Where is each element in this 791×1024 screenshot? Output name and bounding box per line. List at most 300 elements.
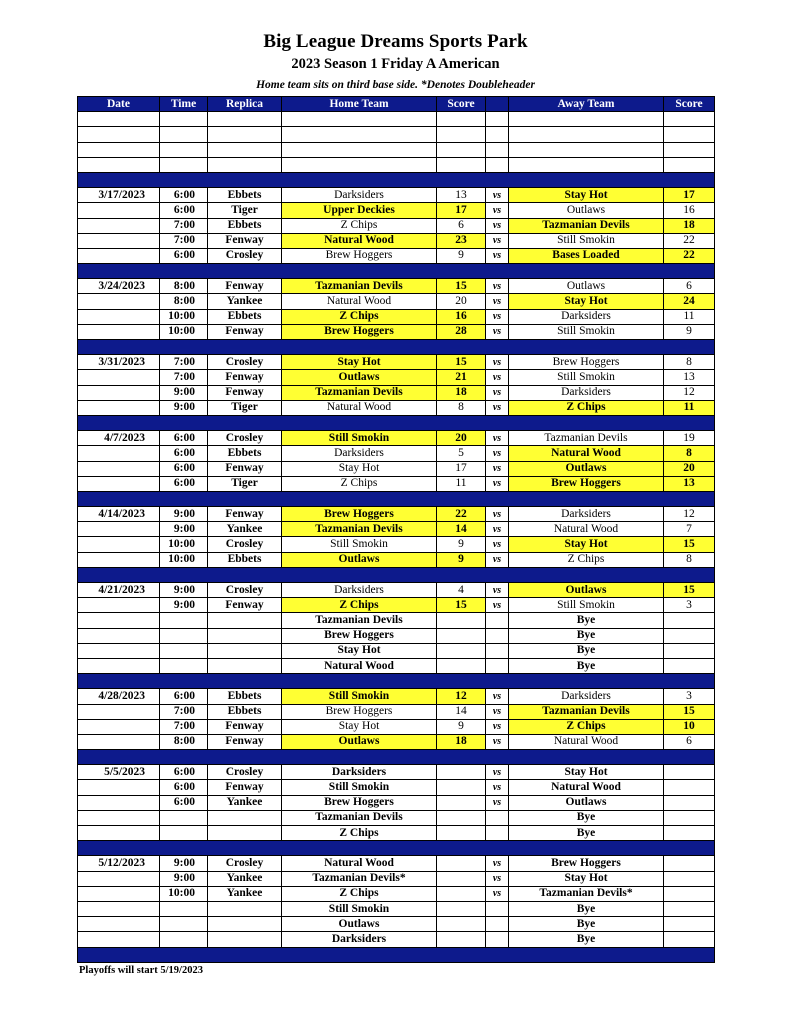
replica-cell: Crosley: [208, 765, 282, 780]
replica-cell: Crosley: [208, 583, 282, 598]
away-score-cell: [664, 917, 715, 932]
separator-bar: [78, 172, 715, 187]
week-separator-row: [78, 947, 715, 962]
game-row: [78, 765, 715, 780]
time-cell: 10:00: [160, 324, 208, 339]
away-score-cell: 24: [664, 294, 715, 309]
home-score-cell: [437, 628, 486, 643]
week-separator-row: [78, 491, 715, 506]
away-team-cell: [509, 157, 664, 172]
replica-cell: Fenway: [208, 719, 282, 734]
time-cell: 9:00: [160, 385, 208, 400]
away-score-cell: 15: [664, 537, 715, 552]
replica-cell: Yankee: [208, 871, 282, 886]
date-cell: [78, 537, 160, 552]
away-team-cell: Still Smokin: [509, 233, 664, 248]
vs-cell: [486, 112, 509, 127]
home-score-cell: 18: [437, 734, 486, 749]
date-cell: [78, 719, 160, 734]
vs-cell: vs: [486, 324, 509, 339]
game-row: [78, 704, 715, 719]
replica-cell: Fenway: [208, 461, 282, 476]
time-cell: 6:00: [160, 689, 208, 704]
vs-cell: vs: [486, 522, 509, 537]
away-score-cell: 6: [664, 279, 715, 294]
home-team-cell: Tazmanian Devils: [282, 522, 437, 537]
home-score-cell: [437, 127, 486, 142]
home-score-cell: [437, 856, 486, 871]
date-cell: [78, 461, 160, 476]
game-row: [78, 188, 715, 203]
away-team-cell: Natural Wood: [509, 780, 664, 795]
vs-cell: vs: [486, 476, 509, 491]
home-score-cell: 13: [437, 188, 486, 203]
away-team-cell: Stay Hot: [509, 188, 664, 203]
date-cell: [78, 871, 160, 886]
vs-cell: [486, 810, 509, 825]
bye-row: [78, 917, 715, 932]
time-cell: 10:00: [160, 552, 208, 567]
week-separator-row: [78, 841, 715, 856]
away-team-cell: Stay Hot: [509, 537, 664, 552]
game-row: [78, 248, 715, 263]
vs-cell: [486, 901, 509, 916]
vs-cell: vs: [486, 583, 509, 598]
schedule-body: [78, 112, 715, 963]
home-score-cell: [437, 917, 486, 932]
home-score-cell: 6: [437, 218, 486, 233]
date-cell: 4/21/2023: [78, 583, 160, 598]
replica-cell: Yankee: [208, 886, 282, 901]
bye-row: [78, 826, 715, 841]
game-row: [78, 886, 715, 901]
home-score-cell: [437, 780, 486, 795]
bye-row: [78, 643, 715, 658]
time-cell: [160, 628, 208, 643]
game-row: [78, 689, 715, 704]
away-team-cell: Outlaws: [509, 583, 664, 598]
home-score-cell: [437, 826, 486, 841]
vs-cell: vs: [486, 203, 509, 218]
home-team-cell: [282, 142, 437, 157]
home-score-cell: 17: [437, 461, 486, 476]
away-score-cell: 12: [664, 507, 715, 522]
date-cell: [78, 704, 160, 719]
time-cell: 10:00: [160, 537, 208, 552]
home-team-cell: Brew Hoggers: [282, 507, 437, 522]
vs-cell: vs: [486, 537, 509, 552]
away-team-cell: Z Chips: [509, 552, 664, 567]
vs-cell: vs: [486, 188, 509, 203]
date-cell: 5/12/2023: [78, 856, 160, 871]
away-team-cell: Brew Hoggers: [509, 856, 664, 871]
away-score-cell: [664, 127, 715, 142]
vs-cell: [486, 658, 509, 673]
time-cell: 10:00: [160, 309, 208, 324]
separator-bar: [78, 841, 715, 856]
replica-cell: Ebbets: [208, 704, 282, 719]
away-score-cell: [664, 901, 715, 916]
away-team-cell: Outlaws: [509, 795, 664, 810]
home-score-cell: [437, 157, 486, 172]
bye-row: [78, 932, 715, 947]
date-cell: [78, 324, 160, 339]
game-row: [78, 355, 715, 370]
time-cell: 6:00: [160, 461, 208, 476]
home-team-cell: Outlaws: [282, 734, 437, 749]
separator-bar: [78, 750, 715, 765]
time-cell: 6:00: [160, 476, 208, 491]
away-team-cell: Bye: [509, 643, 664, 658]
blank-row: [78, 157, 715, 172]
home-score-cell: [437, 112, 486, 127]
home-team-cell: Brew Hoggers: [282, 248, 437, 263]
replica-cell: [208, 810, 282, 825]
away-score-cell: 22: [664, 248, 715, 263]
home-team-cell: Tazmanian Devils: [282, 810, 437, 825]
date-cell: [78, 218, 160, 233]
header-replica: Replica: [208, 97, 282, 112]
replica-cell: Crosley: [208, 431, 282, 446]
header-away-score: Score: [664, 97, 715, 112]
game-row: [78, 279, 715, 294]
home-score-cell: 15: [437, 355, 486, 370]
away-team-cell: Bye: [509, 658, 664, 673]
away-team-cell: Natural Wood: [509, 734, 664, 749]
time-cell: 10:00: [160, 886, 208, 901]
time-cell: [160, 643, 208, 658]
vs-cell: vs: [486, 598, 509, 613]
separator-bar: [78, 567, 715, 582]
vs-cell: [486, 932, 509, 947]
replica-cell: Fenway: [208, 734, 282, 749]
vs-cell: vs: [486, 719, 509, 734]
game-row: [78, 309, 715, 324]
away-score-cell: 18: [664, 218, 715, 233]
vs-cell: vs: [486, 233, 509, 248]
game-row: [78, 856, 715, 871]
date-cell: [78, 142, 160, 157]
home-team-cell: Z Chips: [282, 598, 437, 613]
vs-cell: vs: [486, 279, 509, 294]
replica-cell: [208, 127, 282, 142]
home-team-cell: Darksiders: [282, 765, 437, 780]
home-score-cell: 20: [437, 294, 486, 309]
header-vs: [486, 97, 509, 112]
vs-cell: [486, 157, 509, 172]
home-score-cell: 23: [437, 233, 486, 248]
replica-cell: Tiger: [208, 203, 282, 218]
date-cell: 4/28/2023: [78, 689, 160, 704]
home-team-cell: Tazmanian Devils: [282, 385, 437, 400]
away-team-cell: Still Smokin: [509, 324, 664, 339]
home-team-cell: Outlaws: [282, 917, 437, 932]
game-row: [78, 461, 715, 476]
vs-cell: vs: [486, 461, 509, 476]
date-cell: [78, 294, 160, 309]
time-cell: 6:00: [160, 248, 208, 263]
away-team-cell: Stay Hot: [509, 765, 664, 780]
away-score-cell: 20: [664, 461, 715, 476]
home-score-cell: [437, 613, 486, 628]
home-score-cell: [437, 765, 486, 780]
game-row: [78, 218, 715, 233]
vs-cell: vs: [486, 309, 509, 324]
home-team-cell: Still Smokin: [282, 780, 437, 795]
home-team-cell: Still Smokin: [282, 431, 437, 446]
replica-cell: Ebbets: [208, 218, 282, 233]
time-cell: 9:00: [160, 598, 208, 613]
time-cell: 8:00: [160, 734, 208, 749]
bye-row: [78, 658, 715, 673]
time-cell: 9:00: [160, 583, 208, 598]
game-row: [78, 734, 715, 749]
home-team-cell: Brew Hoggers: [282, 324, 437, 339]
date-cell: [78, 795, 160, 810]
replica-cell: Fenway: [208, 279, 282, 294]
footer-note: Playoffs will start 5/19/2023: [79, 965, 203, 976]
away-team-cell: Darksiders: [509, 309, 664, 324]
home-score-cell: 9: [437, 537, 486, 552]
home-score-cell: [437, 810, 486, 825]
home-team-cell: Darksiders: [282, 188, 437, 203]
time-cell: 9:00: [160, 507, 208, 522]
home-team-cell: Natural Wood: [282, 294, 437, 309]
home-score-cell: 17: [437, 203, 486, 218]
home-team-cell: Still Smokin: [282, 901, 437, 916]
time-cell: [160, 917, 208, 932]
away-team-cell: Darksiders: [509, 385, 664, 400]
table-header-row: [78, 97, 715, 112]
home-team-cell: Natural Wood: [282, 856, 437, 871]
away-team-cell: Bases Loaded: [509, 248, 664, 263]
date-cell: [78, 400, 160, 415]
week-separator-row: [78, 340, 715, 355]
replica-cell: [208, 142, 282, 157]
home-score-cell: 8: [437, 400, 486, 415]
replica-cell: Fenway: [208, 233, 282, 248]
vs-cell: vs: [486, 294, 509, 309]
away-team-cell: Tazmanian Devils*: [509, 886, 664, 901]
header-home-team: Home Team: [282, 97, 437, 112]
header-time: Time: [160, 97, 208, 112]
time-cell: 7:00: [160, 233, 208, 248]
away-team-cell: Bye: [509, 901, 664, 916]
date-cell: [78, 613, 160, 628]
replica-cell: [208, 932, 282, 947]
home-team-cell: Stay Hot: [282, 355, 437, 370]
away-score-cell: 3: [664, 598, 715, 613]
away-score-cell: 15: [664, 583, 715, 598]
time-cell: 7:00: [160, 719, 208, 734]
vs-cell: vs: [486, 507, 509, 522]
home-team-cell: Darksiders: [282, 932, 437, 947]
home-team-cell: Still Smokin: [282, 689, 437, 704]
separator-bar: [78, 264, 715, 279]
date-cell: [78, 598, 160, 613]
home-team-cell: Z Chips: [282, 309, 437, 324]
game-row: [78, 400, 715, 415]
away-score-cell: 9: [664, 324, 715, 339]
vs-cell: vs: [486, 795, 509, 810]
replica-cell: Ebbets: [208, 689, 282, 704]
game-row: [78, 719, 715, 734]
home-team-cell: Darksiders: [282, 446, 437, 461]
away-team-cell: Tazmanian Devils: [509, 431, 664, 446]
separator-bar: [78, 491, 715, 506]
away-team-cell: Bye: [509, 932, 664, 947]
away-team-cell: Bye: [509, 628, 664, 643]
vs-cell: [486, 127, 509, 142]
vs-cell: vs: [486, 871, 509, 886]
home-score-cell: 14: [437, 522, 486, 537]
vs-cell: vs: [486, 446, 509, 461]
time-cell: 9:00: [160, 522, 208, 537]
away-team-cell: Z Chips: [509, 400, 664, 415]
header-home-score: Score: [437, 97, 486, 112]
game-row: [78, 370, 715, 385]
home-team-cell: [282, 112, 437, 127]
away-team-cell: [509, 142, 664, 157]
game-row: [78, 871, 715, 886]
home-score-cell: 14: [437, 704, 486, 719]
date-cell: [78, 157, 160, 172]
away-score-cell: 12: [664, 385, 715, 400]
time-cell: [160, 658, 208, 673]
separator-bar: [78, 340, 715, 355]
game-row: [78, 476, 715, 491]
home-team-cell: Brew Hoggers: [282, 795, 437, 810]
replica-cell: Fenway: [208, 370, 282, 385]
date-cell: 3/31/2023: [78, 355, 160, 370]
home-team-cell: Z Chips: [282, 476, 437, 491]
away-team-cell: Stay Hot: [509, 871, 664, 886]
game-row: [78, 324, 715, 339]
date-cell: [78, 826, 160, 841]
replica-cell: Fenway: [208, 324, 282, 339]
game-row: [78, 795, 715, 810]
home-score-cell: 9: [437, 552, 486, 567]
away-team-cell: Stay Hot: [509, 294, 664, 309]
time-cell: [160, 127, 208, 142]
schedule-note: Home team sits on third base side. *Denotes Doubleheader: [256, 79, 535, 91]
away-score-cell: [664, 932, 715, 947]
home-score-cell: 28: [437, 324, 486, 339]
separator-bar: [78, 947, 715, 962]
vs-cell: [486, 142, 509, 157]
away-score-cell: [664, 112, 715, 127]
away-score-cell: [664, 658, 715, 673]
replica-cell: [208, 917, 282, 932]
away-score-cell: 11: [664, 400, 715, 415]
home-team-cell: Natural Wood: [282, 233, 437, 248]
game-row: [78, 552, 715, 567]
time-cell: 8:00: [160, 294, 208, 309]
replica-cell: Crosley: [208, 856, 282, 871]
away-team-cell: Brew Hoggers: [509, 476, 664, 491]
vs-cell: [486, 917, 509, 932]
vs-cell: vs: [486, 552, 509, 567]
replica-cell: Ebbets: [208, 446, 282, 461]
date-cell: 5/5/2023: [78, 765, 160, 780]
date-cell: [78, 552, 160, 567]
date-cell: [78, 203, 160, 218]
week-separator-row: [78, 750, 715, 765]
home-team-cell: Natural Wood: [282, 658, 437, 673]
time-cell: 7:00: [160, 704, 208, 719]
replica-cell: Fenway: [208, 507, 282, 522]
home-team-cell: Brew Hoggers: [282, 704, 437, 719]
date-cell: [78, 917, 160, 932]
away-team-cell: Darksiders: [509, 507, 664, 522]
home-team-cell: Outlaws: [282, 370, 437, 385]
away-score-cell: [664, 886, 715, 901]
date-cell: 4/7/2023: [78, 431, 160, 446]
vs-cell: [486, 613, 509, 628]
home-team-cell: Outlaws: [282, 552, 437, 567]
game-row: [78, 385, 715, 400]
home-score-cell: [437, 643, 486, 658]
away-team-cell: Natural Wood: [509, 446, 664, 461]
vs-cell: vs: [486, 218, 509, 233]
replica-cell: Ebbets: [208, 188, 282, 203]
date-cell: [78, 248, 160, 263]
home-score-cell: [437, 795, 486, 810]
home-team-cell: Z Chips: [282, 826, 437, 841]
away-score-cell: 16: [664, 203, 715, 218]
week-separator-row: [78, 674, 715, 689]
away-team-cell: Brew Hoggers: [509, 355, 664, 370]
away-score-cell: 10: [664, 719, 715, 734]
game-row: [78, 780, 715, 795]
separator-bar: [78, 415, 715, 430]
home-team-cell: Tazmanian Devils*: [282, 871, 437, 886]
replica-cell: [208, 826, 282, 841]
date-cell: [78, 734, 160, 749]
replica-cell: Yankee: [208, 522, 282, 537]
away-score-cell: 3: [664, 689, 715, 704]
time-cell: [160, 157, 208, 172]
home-score-cell: 16: [437, 309, 486, 324]
bye-row: [78, 613, 715, 628]
time-cell: [160, 142, 208, 157]
vs-cell: vs: [486, 400, 509, 415]
home-score-cell: [437, 142, 486, 157]
header-date: Date: [78, 97, 160, 112]
home-score-cell: 22: [437, 507, 486, 522]
game-row: [78, 507, 715, 522]
home-team-cell: Z Chips: [282, 886, 437, 901]
vs-cell: vs: [486, 370, 509, 385]
replica-cell: Yankee: [208, 795, 282, 810]
replica-cell: Crosley: [208, 537, 282, 552]
away-score-cell: [664, 826, 715, 841]
away-team-cell: Outlaws: [509, 279, 664, 294]
home-score-cell: 15: [437, 279, 486, 294]
time-cell: [160, 826, 208, 841]
time-cell: [160, 901, 208, 916]
away-team-cell: Bye: [509, 826, 664, 841]
home-score-cell: 18: [437, 385, 486, 400]
date-cell: [78, 370, 160, 385]
home-score-cell: 5: [437, 446, 486, 461]
time-cell: 9:00: [160, 856, 208, 871]
away-score-cell: 7: [664, 522, 715, 537]
home-score-cell: [437, 886, 486, 901]
replica-cell: Crosley: [208, 355, 282, 370]
game-row: [78, 598, 715, 613]
away-score-cell: 13: [664, 476, 715, 491]
